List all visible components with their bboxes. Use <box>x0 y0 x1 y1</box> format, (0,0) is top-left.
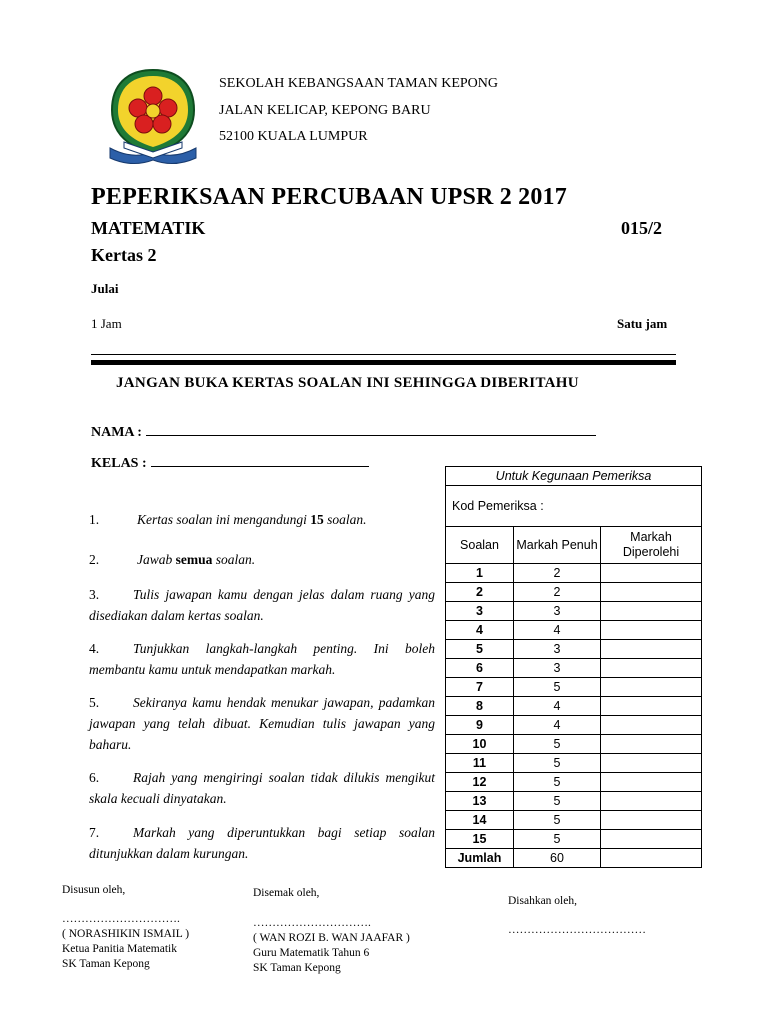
question-number: 10 <box>446 735 514 754</box>
question-row <box>446 716 702 735</box>
obtained-mark-cell[interactable] <box>601 678 702 697</box>
full-mark: 5 <box>514 830 601 849</box>
full-mark: 4 <box>514 697 601 716</box>
exam-paper: Kertas 2 <box>91 245 157 265</box>
question-row <box>446 773 702 792</box>
obtained-mark-cell[interactable] <box>601 754 702 773</box>
obtained-mark-cell[interactable] <box>601 735 702 754</box>
exam-duration-words: Satu jam <box>617 316 668 331</box>
school-logo <box>104 66 202 170</box>
table-heading: Untuk Kegunaan Pemeriksa <box>446 467 702 486</box>
obtained-mark-cell[interactable] <box>601 564 702 583</box>
instruction-text: soalan. <box>323 512 367 527</box>
checked-label: Disemak oleh, <box>253 887 320 899</box>
question-row <box>446 830 702 849</box>
instruction-text: Tunjukkan langkah-langkah penting. Ini boleh membantu kamu untuk mendapatkan markah. <box>89 641 435 677</box>
question-number: 15 <box>446 830 514 849</box>
class-field <box>91 452 369 472</box>
total-obtained-cell[interactable] <box>601 849 702 868</box>
exam-code: 015/2 <box>621 218 663 238</box>
instruction-number: 5. <box>89 695 100 710</box>
full-mark: 2 <box>514 583 601 602</box>
checked-signature-line: …………………………. <box>253 917 371 929</box>
school-name: SEKOLAH KEBANGSAAN TAMAN KEPONG <box>219 76 499 91</box>
question-number: 1 <box>446 564 514 583</box>
obtained-mark-cell[interactable] <box>601 583 702 602</box>
instruction-text: Markah yang diperuntukkan bagi setiap soalan ditunjukkan dalam kurungan. <box>89 825 435 861</box>
warning-notice: JANGAN BUKA KERTAS SOALAN INI SEHINGGA DIBERITAHU <box>116 375 579 391</box>
approved-signature-line: ……………………………… <box>508 924 646 936</box>
class-input-line[interactable] <box>151 452 369 467</box>
instruction-3 <box>89 584 435 626</box>
instruction-text: Sekiranya kamu hendak menukar jawapan, padamkan jawapan yang telah dibuat. Kemudian tulis jawapan yang baharu. <box>89 695 435 752</box>
question-row <box>446 792 702 811</box>
instruction-2 <box>89 549 435 570</box>
question-number: 14 <box>446 811 514 830</box>
obtained-mark-cell[interactable] <box>601 621 702 640</box>
question-row <box>446 697 702 716</box>
instruction-text: Kertas soalan ini mengandungi <box>137 512 311 527</box>
question-number: 12 <box>446 773 514 792</box>
question-number: 6 <box>446 659 514 678</box>
total-row <box>446 849 702 868</box>
full-mark: 2 <box>514 564 601 583</box>
total-value: 60 <box>514 849 601 868</box>
obtained-mark-cell[interactable] <box>601 811 702 830</box>
question-row <box>446 640 702 659</box>
name-field <box>91 421 596 441</box>
school-address-line1: JALAN KELICAP, KEPONG BARU <box>219 103 431 118</box>
instruction-emphasis: 15 <box>310 512 324 527</box>
question-row <box>446 754 702 773</box>
question-number: 4 <box>446 621 514 640</box>
examiner-table <box>445 466 702 868</box>
total-label: Jumlah <box>446 849 514 868</box>
instruction-emphasis: semua <box>175 552 213 567</box>
question-row <box>446 735 702 754</box>
prepared-role: Ketua Panitia Matematik <box>62 943 177 955</box>
instruction-4 <box>89 638 435 680</box>
question-number: 7 <box>446 678 514 697</box>
question-row <box>446 659 702 678</box>
full-mark: 5 <box>514 811 601 830</box>
exam-title: PEPERIKSAAN PERCUBAAN UPSR 2 2017 <box>91 184 567 210</box>
column-header-soalan: Soalan <box>446 527 514 564</box>
question-row <box>446 811 702 830</box>
instruction-number: 1. <box>89 512 100 527</box>
signature-approved <box>508 894 646 938</box>
obtained-mark-cell[interactable] <box>601 659 702 678</box>
full-mark: 5 <box>514 773 601 792</box>
signature-prepared <box>62 883 189 972</box>
checked-role: Guru Matematik Tahun 6 <box>253 947 370 959</box>
divider-thick <box>91 360 676 365</box>
class-label: KELAS : <box>91 456 147 471</box>
full-mark: 5 <box>514 754 601 773</box>
instruction-6 <box>89 767 435 809</box>
instruction-number: 3. <box>89 587 100 602</box>
obtained-mark-cell[interactable] <box>601 773 702 792</box>
obtained-mark-cell[interactable] <box>601 640 702 659</box>
prepared-signature-line: …………………………. <box>62 913 180 925</box>
instruction-number: 2. <box>89 552 100 567</box>
full-mark: 3 <box>514 602 601 621</box>
checked-school: SK Taman Kepong <box>253 962 341 974</box>
instruction-1 <box>89 509 435 530</box>
obtained-mark-cell[interactable] <box>601 792 702 811</box>
question-number: 13 <box>446 792 514 811</box>
approved-label: Disahkan oleh, <box>508 895 577 907</box>
question-row <box>446 621 702 640</box>
obtained-mark-cell[interactable] <box>601 716 702 735</box>
full-mark: 3 <box>514 659 601 678</box>
full-mark: 5 <box>514 735 601 754</box>
instruction-text: Jawab <box>137 552 176 567</box>
prepared-school: SK Taman Kepong <box>62 958 150 970</box>
question-row <box>446 602 702 621</box>
question-number: 2 <box>446 583 514 602</box>
question-number: 11 <box>446 754 514 773</box>
instruction-number: 6. <box>89 770 100 785</box>
instruction-number: 7. <box>89 825 100 840</box>
obtained-mark-cell[interactable] <box>601 602 702 621</box>
question-number: 8 <box>446 697 514 716</box>
column-header-markah-penuh: Markah Penuh <box>514 527 601 564</box>
question-row <box>446 564 702 583</box>
full-mark: 3 <box>514 640 601 659</box>
name-label: NAMA : <box>91 425 142 440</box>
instruction-text: Tulis jawapan kamu dengan jelas dalam ruang yang disediakan dalam kertas soalan. <box>89 587 435 623</box>
full-mark: 5 <box>514 678 601 697</box>
signature-checked <box>253 886 410 976</box>
exam-month: Julai <box>91 281 119 296</box>
name-input-line[interactable] <box>146 421 596 436</box>
exam-duration: 1 Jam <box>91 316 122 331</box>
divider-thin <box>91 354 676 355</box>
question-row <box>446 583 702 602</box>
obtained-mark-cell[interactable] <box>601 697 702 716</box>
instruction-number: 4. <box>89 641 100 656</box>
instruction-5 <box>89 692 435 755</box>
examiner-code-cell[interactable]: Kod Pemeriksa : <box>446 486 702 527</box>
question-number: 9 <box>446 716 514 735</box>
full-mark: 4 <box>514 621 601 640</box>
school-address-line2: 52100 KUALA LUMPUR <box>219 129 368 144</box>
question-row <box>446 678 702 697</box>
question-number: 3 <box>446 602 514 621</box>
prepared-name: ( NORASHIKIN ISMAIL ) <box>62 928 190 940</box>
instruction-text: Rajah yang mengiringi soalan tidak dilukis mengikut skala kecuali dinyatakan. <box>89 770 435 806</box>
score-rows <box>446 564 702 849</box>
column-header-markah-diperolehi: Markah Diperolehi <box>601 527 702 564</box>
instruction-7 <box>89 822 435 864</box>
full-mark: 5 <box>514 792 601 811</box>
exam-subject: MATEMATIK <box>91 218 206 238</box>
instruction-text: soalan. <box>212 552 256 567</box>
question-number: 5 <box>446 640 514 659</box>
prepared-label: Disusun oleh, <box>62 884 126 896</box>
obtained-mark-cell[interactable] <box>601 830 702 849</box>
checked-name: ( WAN ROZI B. WAN JAAFAR ) <box>253 932 410 944</box>
full-mark: 4 <box>514 716 601 735</box>
